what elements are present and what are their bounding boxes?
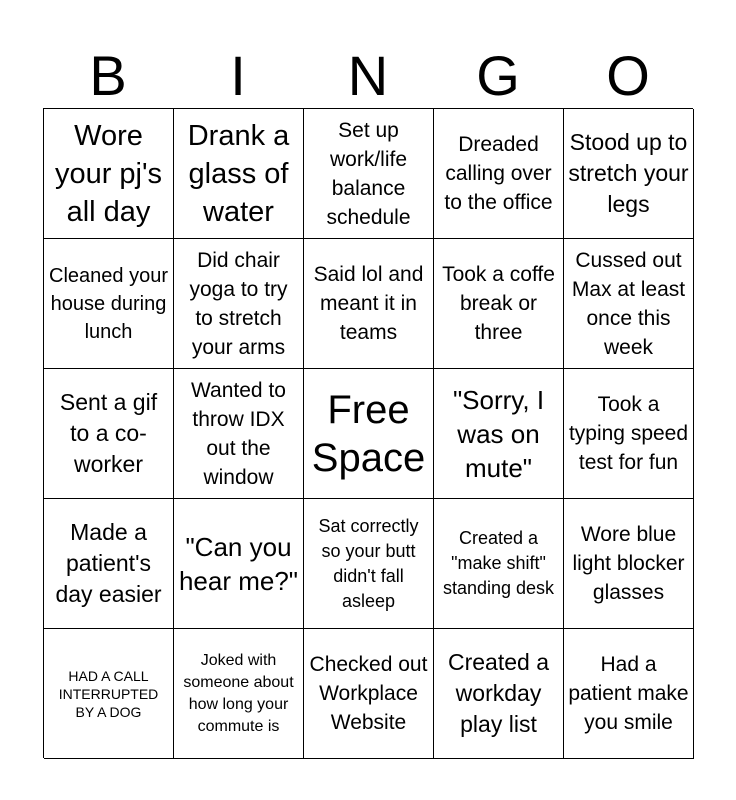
bingo-cell-text: Joked with someone about how long your commute is xyxy=(183,651,294,735)
header-letter-n: N xyxy=(347,44,389,107)
bingo-cell-r1-c4[interactable] xyxy=(434,109,564,239)
bingo-cell-text: "Sorry, I was on mute" xyxy=(452,384,545,483)
bingo-cell-r1-c3[interactable] xyxy=(304,109,434,239)
bingo-cell-r4-c1[interactable] xyxy=(44,499,174,629)
bingo-cell-text: "Can you hear me?" xyxy=(178,531,299,596)
bingo-cell-text: Stood up to stretch your legs xyxy=(568,129,689,217)
bingo-cell-r1-c2[interactable] xyxy=(174,109,304,239)
bingo-cell-r5-c3[interactable] xyxy=(304,629,434,759)
bingo-cell-text: Created a workday play list xyxy=(447,649,549,737)
bingo-cell-r2-c2[interactable] xyxy=(174,239,304,369)
bingo-cell-text: Created a "make shift" standing desk xyxy=(442,528,555,598)
bingo-cell-r2-c1[interactable] xyxy=(44,239,174,369)
bingo-cell-r4-c4[interactable] xyxy=(434,499,564,629)
bingo-cell-text: Wanted to throw IDX out the window xyxy=(191,378,286,489)
bingo-cell-text: Wore your pj's all day xyxy=(54,119,163,228)
bingo-cell-r3-c4[interactable] xyxy=(434,369,564,499)
bingo-cell-r2-c5[interactable] xyxy=(564,239,694,369)
bingo-cell-text: Drank a glass of water xyxy=(187,119,290,228)
bingo-cell-r2-c3[interactable] xyxy=(304,239,434,369)
bingo-cell-r3-c2[interactable] xyxy=(174,369,304,499)
bingo-cell-text: Took a coffe break or three xyxy=(442,263,555,344)
bingo-cell-r5-c4[interactable] xyxy=(434,629,564,759)
bingo-cell-text: Cleaned your house during lunch xyxy=(49,264,168,343)
bingo-cell-text: Sent a gif to a co-worker xyxy=(59,389,158,477)
header-letter-b: B xyxy=(89,44,127,107)
free-space-text: Free Space xyxy=(311,387,426,480)
bingo-cell-r4-c2[interactable] xyxy=(174,499,304,629)
bingo-cell-r2-c4[interactable] xyxy=(434,239,564,369)
bingo-cell-text: Had a patient make you smile xyxy=(568,653,689,734)
bingo-cell-r1-c1[interactable] xyxy=(44,109,174,239)
bingo-cell-r3-c5[interactable] xyxy=(564,369,694,499)
header-letter-o: O xyxy=(606,44,650,107)
bingo-board xyxy=(43,108,693,758)
bingo-cell-text: Set up work/life balance schedule xyxy=(326,118,411,229)
bingo-cell-r1-c5[interactable] xyxy=(564,109,694,239)
bingo-cell-text: Checked out Workplace Website xyxy=(309,653,428,734)
header-letter-i: I xyxy=(230,44,246,107)
bingo-cell-text: Cussed out Max at least once this week xyxy=(571,248,686,359)
bingo-cell-r4-c5[interactable] xyxy=(564,499,694,629)
bingo-cell-r5-c1[interactable] xyxy=(44,629,174,759)
bingo-header xyxy=(43,44,693,108)
bingo-cell-text: Said lol and meant it in teams xyxy=(313,263,424,344)
bingo-cell-r4-c3[interactable] xyxy=(304,499,434,629)
bingo-cell-text: Did chair yoga to try to stretch your arms xyxy=(189,248,288,359)
bingo-cell-text: Dreaded calling over to the office xyxy=(444,133,553,214)
bingo-cell-r3-c1[interactable] xyxy=(44,369,174,499)
bingo-cell-text: Made a patient's day easier xyxy=(55,519,162,607)
bingo-cell-text: Took a typing speed test for fun xyxy=(568,393,689,474)
bingo-cell-text: Sat correctly so your butt didn't fall asleep xyxy=(318,515,419,611)
bingo-cell-r5-c5[interactable] xyxy=(564,629,694,759)
header-letter-g: G xyxy=(476,44,520,107)
bingo-cell-text: Wore blue light blocker glasses xyxy=(572,523,685,604)
bingo-cell-text: HAD A CALL INTERRUPTED BY A DOG xyxy=(58,667,159,720)
bingo-cell-r5-c2[interactable] xyxy=(174,629,304,759)
free-space-cell[interactable] xyxy=(304,369,434,499)
